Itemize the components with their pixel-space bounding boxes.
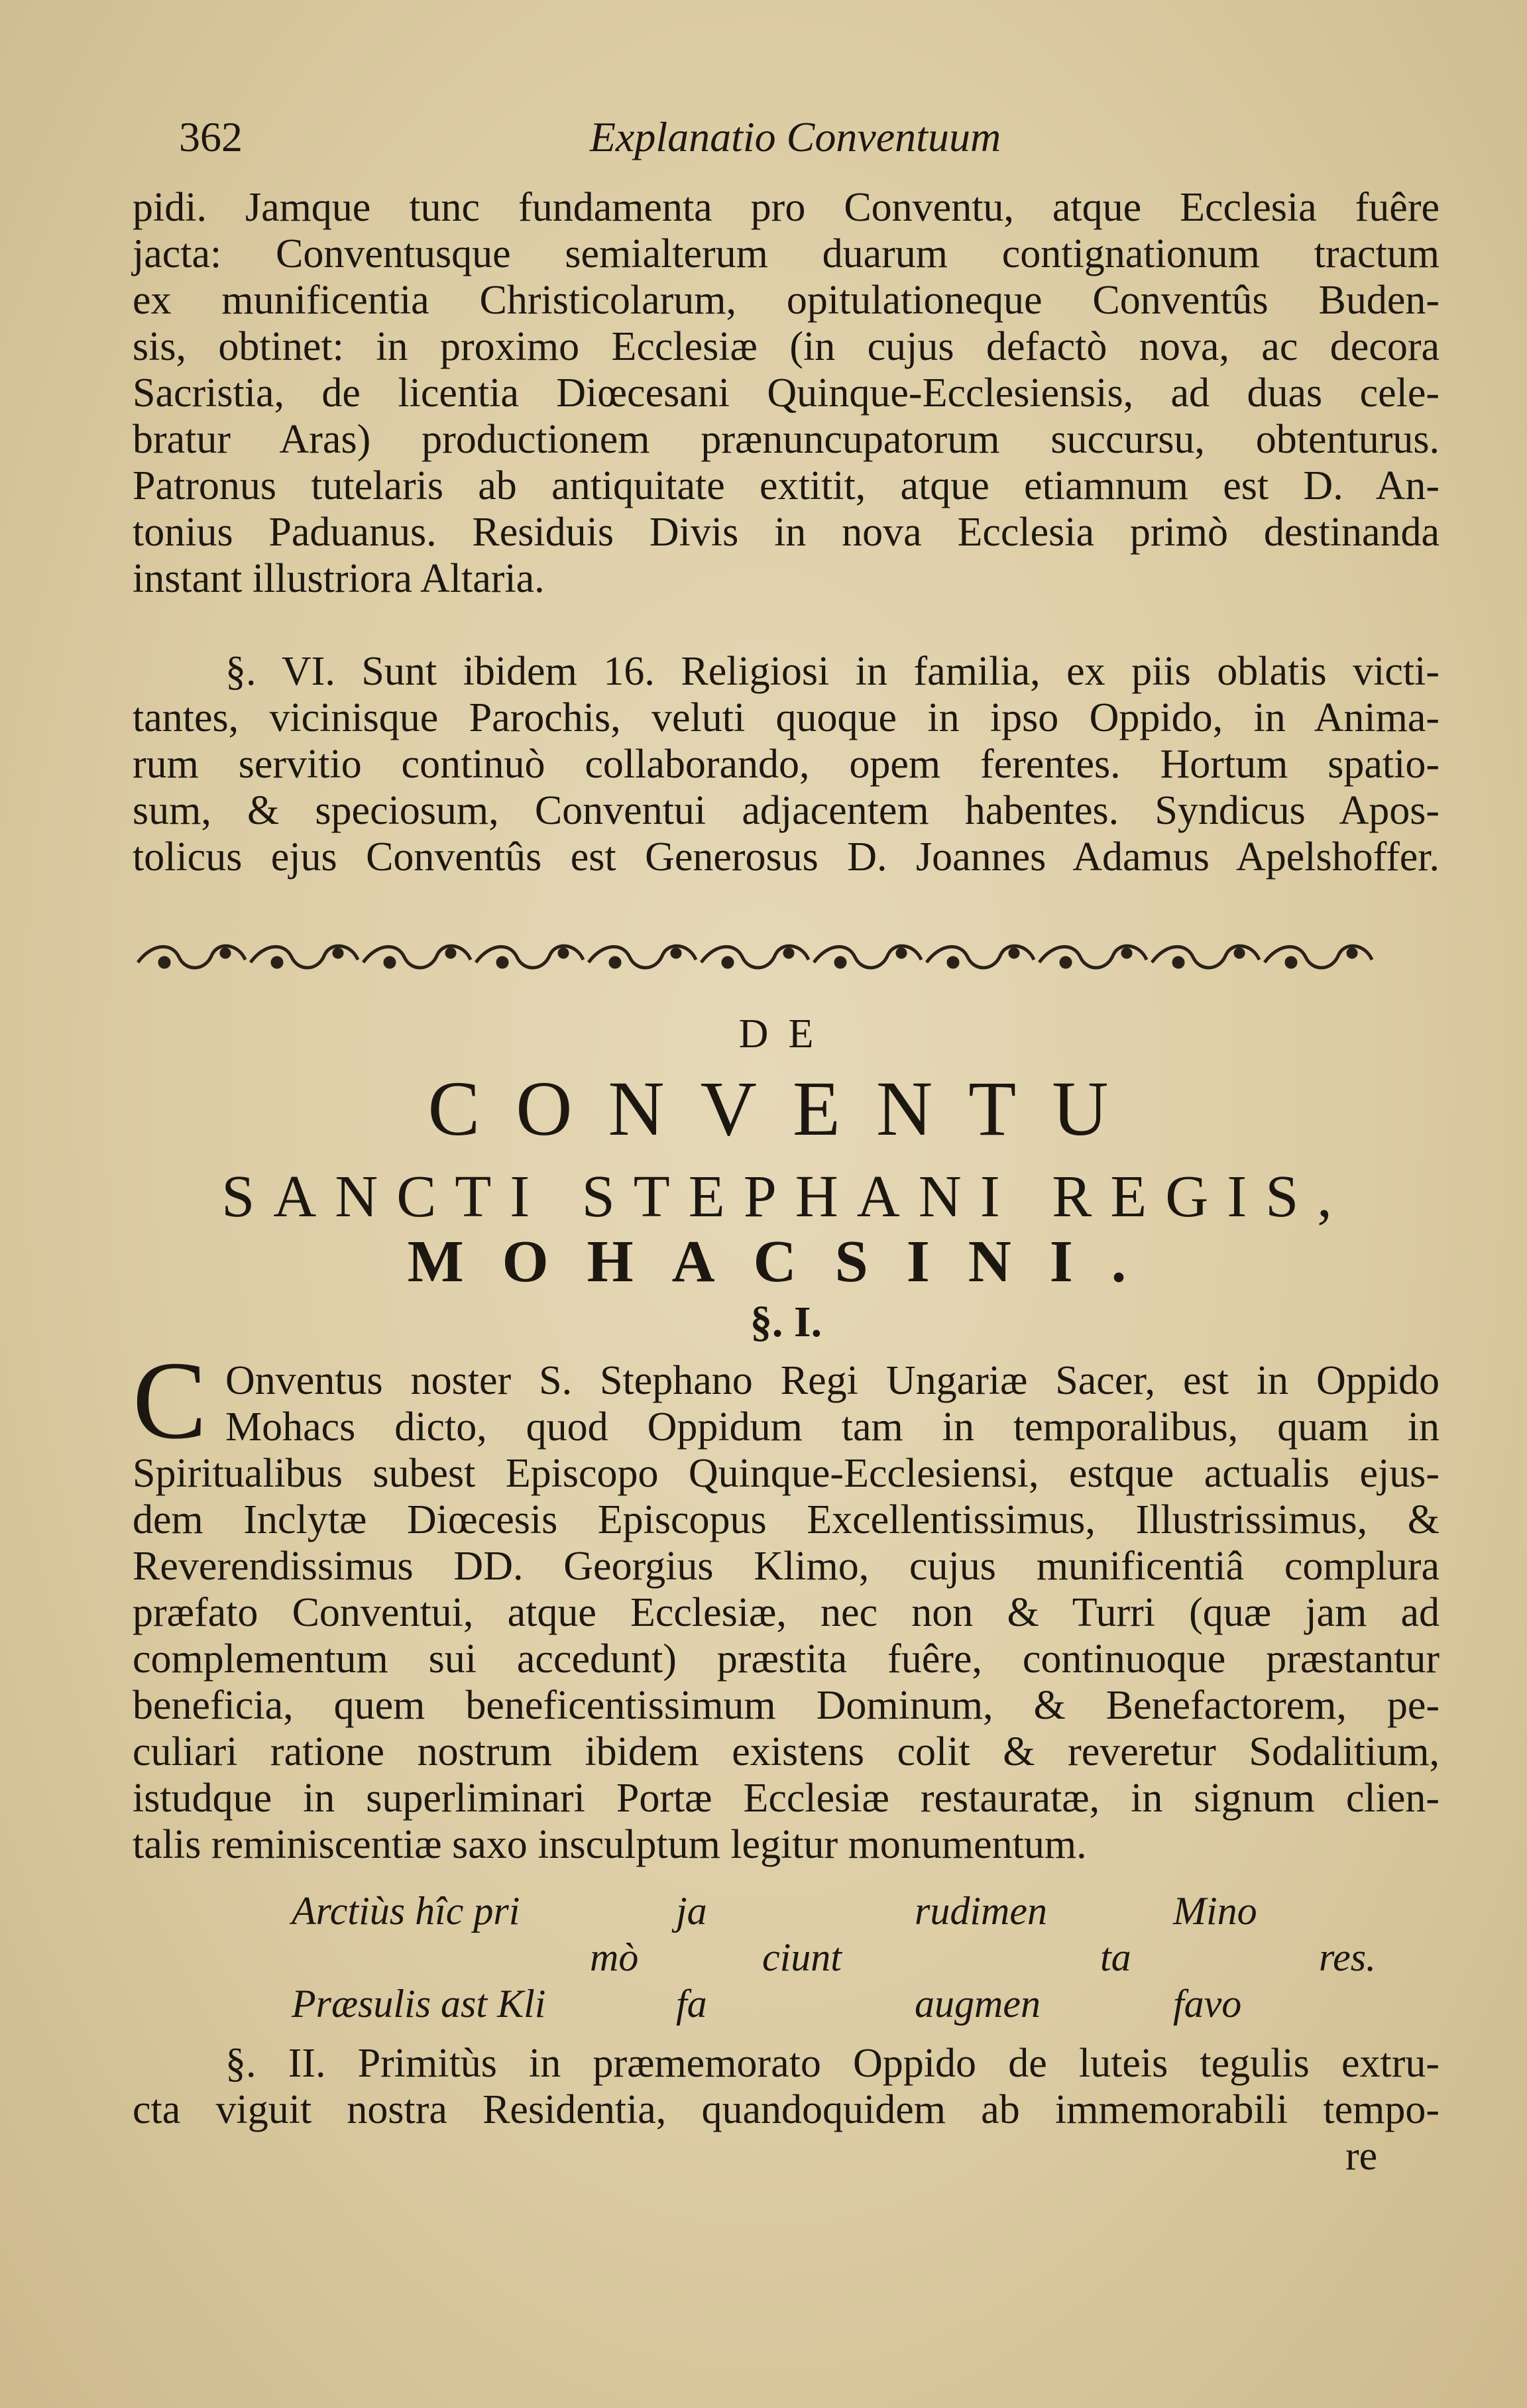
title-mohacsini: MOHACSINI. xyxy=(407,1229,1165,1294)
text-line: istudque in superliminari Portæ Ecclesiæ restauratæ, in signum clien- xyxy=(133,1776,1440,1821)
inscription-fragment: Arctiùs hîc pri xyxy=(292,1889,520,1933)
text-line: complementum sui accedunt) præstita fuêre, continuoque præstantur xyxy=(133,1636,1440,1682)
text-line: tolicus ejus Conventûs est Generosus D. Joannes Adamus Apelshoffer. xyxy=(133,834,1440,880)
text-line: jacta: Conventusque semialterum duarum contignationum tractum xyxy=(133,231,1440,276)
running-title: Explanatio Conventuum xyxy=(589,113,1001,160)
inscription-fragment: augmen xyxy=(915,1982,1041,2026)
inscription-fragment: ciunt xyxy=(762,1935,842,1979)
text-line: sis, obtinet: in proximo Ecclesiæ (in cujus defactò nova, ac decora xyxy=(133,324,1440,369)
text-line: instant illustriora Altaria. xyxy=(133,556,545,601)
text-line: Mohacs dicto, quod Oppidum tam in temporalibus, quam in xyxy=(225,1405,1440,1450)
title-de: DE xyxy=(738,1011,834,1057)
text-line: sum, & speciosum, Conventui adjacentem habentes. Syndicus Apos- xyxy=(133,788,1440,833)
ornament-band xyxy=(133,936,1440,978)
inscription-fragment: fa xyxy=(676,1982,707,2026)
text-line: §. VI. Sunt ibidem 16. Religiosi in familia, ex piis oblatis victi- xyxy=(225,649,1440,694)
text-line: pidi. Jamque tunc fundamenta pro Conventu, atque Ecclesia fuêre xyxy=(133,185,1440,230)
text-line: beneficia, quem beneficentissimum Dominum, & Benefactorem, pe- xyxy=(133,1683,1440,1728)
text-line: cta viguit nostra Residentia, quandoquidem ab immemorabili tempo- xyxy=(133,2087,1440,2132)
inscription-fragment: Mino xyxy=(1173,1889,1257,1933)
text-line: præfato Conventui, atque Ecclesiæ, nec non & Turri (quæ jam ad xyxy=(133,1590,1440,1635)
text-line: Patronus tutelaris ab antiquitate extitit, atque etiamnum est D. An- xyxy=(133,463,1440,508)
inscription-fragment: mò xyxy=(590,1935,639,1979)
text-line: dem Inclytæ Diœcesis Episcopus Excellentissimus, Illustrissimus, & xyxy=(133,1497,1440,1542)
inscription-fragment: favo xyxy=(1173,1982,1242,2026)
catchword: re xyxy=(1345,2134,1378,2179)
title-sancti-stephani: SANCTI STEPHANI REGIS, xyxy=(221,1164,1351,1230)
text-line: Onventus noster S. Stephano Regi Ungariæ Sacer, est in Oppido xyxy=(225,1358,1440,1403)
text-line: rum servitio continuò collaborando, opem ferentes. Hortum spatio- xyxy=(133,742,1440,787)
inscription-fragment: res. xyxy=(1319,1935,1377,1979)
text-line: bratur Aras) productionem prænuncupatorum succursu, obtenturus. xyxy=(133,417,1440,462)
inscription-fragment: ta xyxy=(1100,1935,1131,1979)
inscription-fragment: Præsulis ast Kli xyxy=(292,1982,546,2026)
text-line: tonius Paduanus. Residuis Divis in nova Ecclesia primò destinanda xyxy=(133,510,1440,555)
page-number: 362 xyxy=(179,113,243,160)
drop-cap: C xyxy=(133,1339,207,1462)
text-line: §. II. Primitùs in præmemorato Oppido de luteis tegulis extru- xyxy=(225,2041,1440,2086)
section-heading: §. I. xyxy=(750,1298,822,1346)
text-line: tantes, vicinisque Parochis, veluti quoque in ipso Oppido, in Anima- xyxy=(133,695,1440,740)
inscription-fragment: ja xyxy=(676,1889,707,1933)
inscription-fragment: rudimen xyxy=(915,1889,1047,1933)
text-line: talis reminiscentiæ saxo insculptum legitur monumentum. xyxy=(133,1822,1087,1867)
text-line: ex munificentia Christicolarum, opitulationeque Conventûs Buden- xyxy=(133,278,1440,323)
text-line: Reverendissimus DD. Georgius Klimo, cujus munificentiâ complura xyxy=(133,1544,1440,1589)
text-line: Sacristia, de licentia Diœcesani Quinque-Ecclesiensis, ad duas cele- xyxy=(133,371,1440,416)
text-line: culiari ratione nostrum ibidem existens colit & reveretur Sodalitium, xyxy=(133,1729,1440,1774)
title-conventu: CONVENTU xyxy=(427,1065,1145,1152)
text-line: Spiritualibus subest Episcopo Quinque-Ecclesiensi, estque actualis ejus- xyxy=(133,1451,1440,1496)
